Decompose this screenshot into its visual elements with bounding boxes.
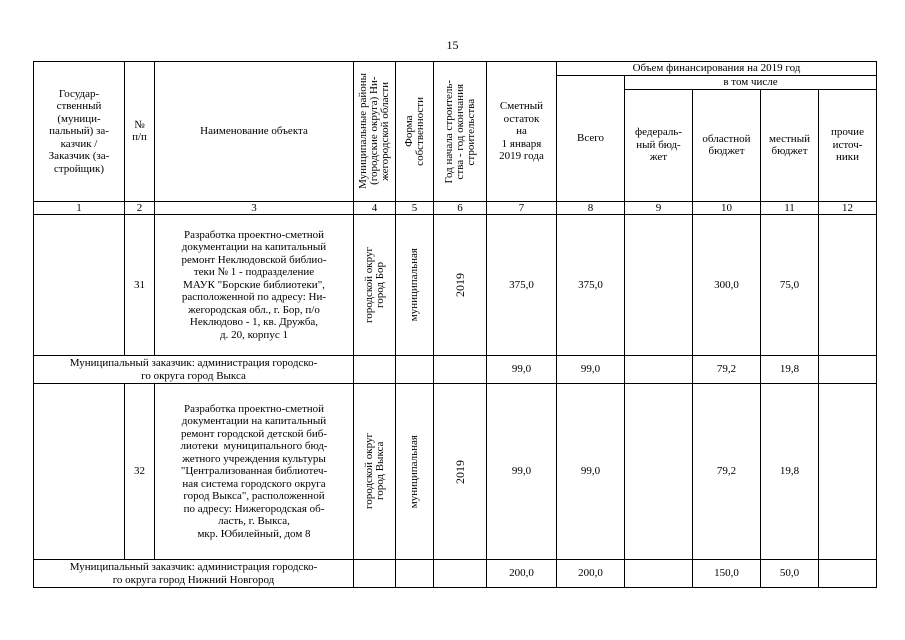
row-customer-empty bbox=[34, 215, 125, 356]
other-value bbox=[819, 384, 877, 560]
federal-value bbox=[625, 560, 693, 588]
column-number: 7 bbox=[487, 201, 557, 215]
object-name: Разработка проектно-сметной документации на капитальный ремонт городской детской биб- лиотеки муниципального бюд- жетного учреждения культуры "Централизованная библиотеч- ная система городского округа город Выкса", расположенной по адресу: Нижегородская об- ласть, г. Выкса, мкр. Юбилейный, дом 8 bbox=[155, 384, 354, 560]
page-number: 15 bbox=[446, 38, 459, 52]
column-number: 11 bbox=[761, 201, 819, 215]
column-number: 8 bbox=[557, 201, 625, 215]
header-local: местный бюджет bbox=[761, 89, 819, 201]
header-districts: Муниципальные районы (городские округа) Ни- жегородской области bbox=[354, 62, 396, 202]
table-row bbox=[34, 384, 877, 560]
local-value: 50,0 bbox=[761, 560, 819, 588]
header-years: Год начала строитель- ства - год окончания строительства bbox=[434, 62, 487, 202]
column-number: 1 bbox=[34, 201, 125, 215]
empty-cell bbox=[396, 356, 434, 384]
column-number: 9 bbox=[625, 201, 693, 215]
customer-row bbox=[34, 356, 877, 384]
table-row bbox=[34, 215, 877, 356]
row-customer-empty bbox=[34, 384, 125, 560]
header-total: Всего bbox=[557, 75, 625, 201]
estimate-value: 99,0 bbox=[487, 356, 557, 384]
regional-value: 150,0 bbox=[693, 560, 761, 588]
other-value bbox=[819, 560, 877, 588]
estimate-value: 200,0 bbox=[487, 560, 557, 588]
column-number: 3 bbox=[155, 201, 354, 215]
object-name: Разработка проектно-сметной документации на капитальный ремонт Неклюдовской библио- теки № 1 - подразделение МАУК "Борские библиотеки", расположенной по адресу: Ни- жегородская обл., г. Бор, п/о Неклюдово - 1, кв. Дружба, д. 20, корпус 1 bbox=[155, 215, 354, 356]
total-value: 99,0 bbox=[557, 384, 625, 560]
federal-value bbox=[625, 356, 693, 384]
regional-value: 79,2 bbox=[693, 356, 761, 384]
column-number: 2 bbox=[125, 201, 155, 215]
header-regional: областной бюджет bbox=[693, 89, 761, 201]
column-number: 6 bbox=[434, 201, 487, 215]
object-year: 2019 bbox=[434, 384, 487, 560]
column-number: 4 bbox=[354, 201, 396, 215]
empty-cell bbox=[354, 356, 396, 384]
column-number: 12 bbox=[819, 201, 877, 215]
customer-label: Муниципальный заказчик: администрация городско- го округа город Нижний Новгород bbox=[34, 560, 354, 588]
object-ownership: муниципальная bbox=[396, 215, 434, 356]
header-federal: федераль- ный бюд- жет bbox=[625, 89, 693, 201]
customer-row bbox=[34, 560, 877, 588]
other-value bbox=[819, 356, 877, 384]
total-value: 99,0 bbox=[557, 356, 625, 384]
object-ownership: муниципальная bbox=[396, 384, 434, 560]
header-object-name: Наименование объекта bbox=[155, 62, 354, 202]
total-value: 375,0 bbox=[557, 215, 625, 356]
empty-cell bbox=[354, 560, 396, 588]
row-number: 31 bbox=[125, 215, 155, 356]
other-value bbox=[819, 215, 877, 356]
header-including: в том числе bbox=[625, 75, 877, 89]
regional-value: 300,0 bbox=[693, 215, 761, 356]
header-number: № п/п bbox=[125, 62, 155, 202]
column-number: 10 bbox=[693, 201, 761, 215]
column-number: 5 bbox=[396, 201, 434, 215]
header-financing-volume: Объем финансирования на 2019 год bbox=[557, 62, 877, 76]
header-other: прочие источ- ники bbox=[819, 89, 877, 201]
row-number: 32 bbox=[125, 384, 155, 560]
empty-cell bbox=[396, 560, 434, 588]
header-estimate-balance: Сметный остаток на 1 января 2019 года bbox=[487, 62, 557, 202]
financing-table bbox=[33, 61, 877, 588]
regional-value: 79,2 bbox=[693, 384, 761, 560]
customer-label: Муниципальный заказчик: администрация городско- го округа город Выкса bbox=[34, 356, 354, 384]
header-ownership: Форма собственности bbox=[396, 62, 434, 202]
federal-value bbox=[625, 215, 693, 356]
estimate-value: 375,0 bbox=[487, 215, 557, 356]
local-value: 19,8 bbox=[761, 384, 819, 560]
local-value: 19,8 bbox=[761, 356, 819, 384]
local-value: 75,0 bbox=[761, 215, 819, 356]
object-year: 2019 bbox=[434, 215, 487, 356]
column-numbers-row bbox=[34, 201, 877, 215]
empty-cell bbox=[434, 560, 487, 588]
object-district: городской округ город Выкса bbox=[354, 384, 396, 560]
total-value: 200,0 bbox=[557, 560, 625, 588]
estimate-value: 99,0 bbox=[487, 384, 557, 560]
object-district: городской округ город Бор bbox=[354, 215, 396, 356]
federal-value bbox=[625, 384, 693, 560]
header-customer: Государ- ственный (муници- пальный) за- казчик / Заказчик (за- стройщик) bbox=[34, 62, 125, 202]
empty-cell bbox=[434, 356, 487, 384]
